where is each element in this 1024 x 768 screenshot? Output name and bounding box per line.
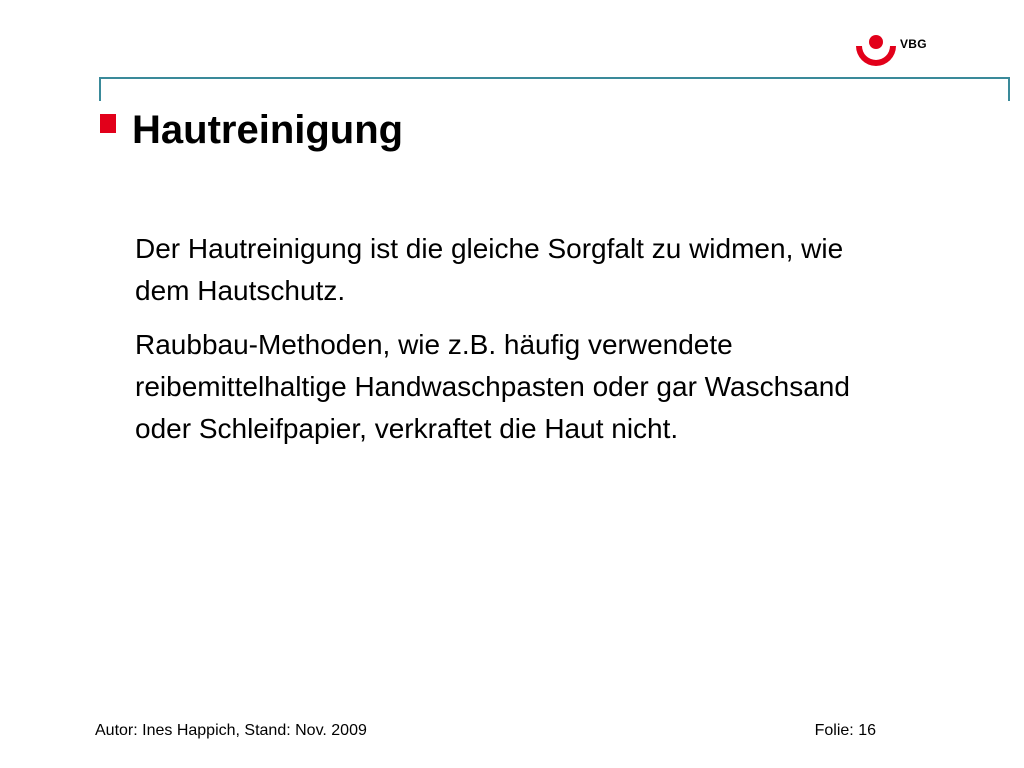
- header-divider-right-tick: [1008, 77, 1010, 101]
- paragraph-1: Der Hautreinigung ist die gleiche Sorgfalt zu widmen, wie dem Hautschutz.: [135, 233, 844, 306]
- vbg-logo-icon: [854, 30, 898, 70]
- footer-author: Autor: Ines Happich, Stand: Nov. 2009: [95, 722, 367, 739]
- title-bullet-square: [100, 114, 116, 133]
- header-divider-left-tick: [99, 77, 101, 101]
- vbg-logo: [854, 30, 944, 70]
- slide-body: [135, 228, 895, 462]
- footer-page-number: Folie: 16: [814, 722, 876, 739]
- header-divider: [99, 77, 1010, 79]
- slide-title: Hautreinigung: [132, 108, 404, 152]
- logo-text: VBG: [900, 37, 927, 51]
- paragraph-2: Raubbau-Methoden, wie z.B. häufig verwendete reibemittelhaltige Handwaschpasten oder gar Waschsand oder Schleifpapier, verkraftet die Haut nicht.: [135, 329, 850, 444]
